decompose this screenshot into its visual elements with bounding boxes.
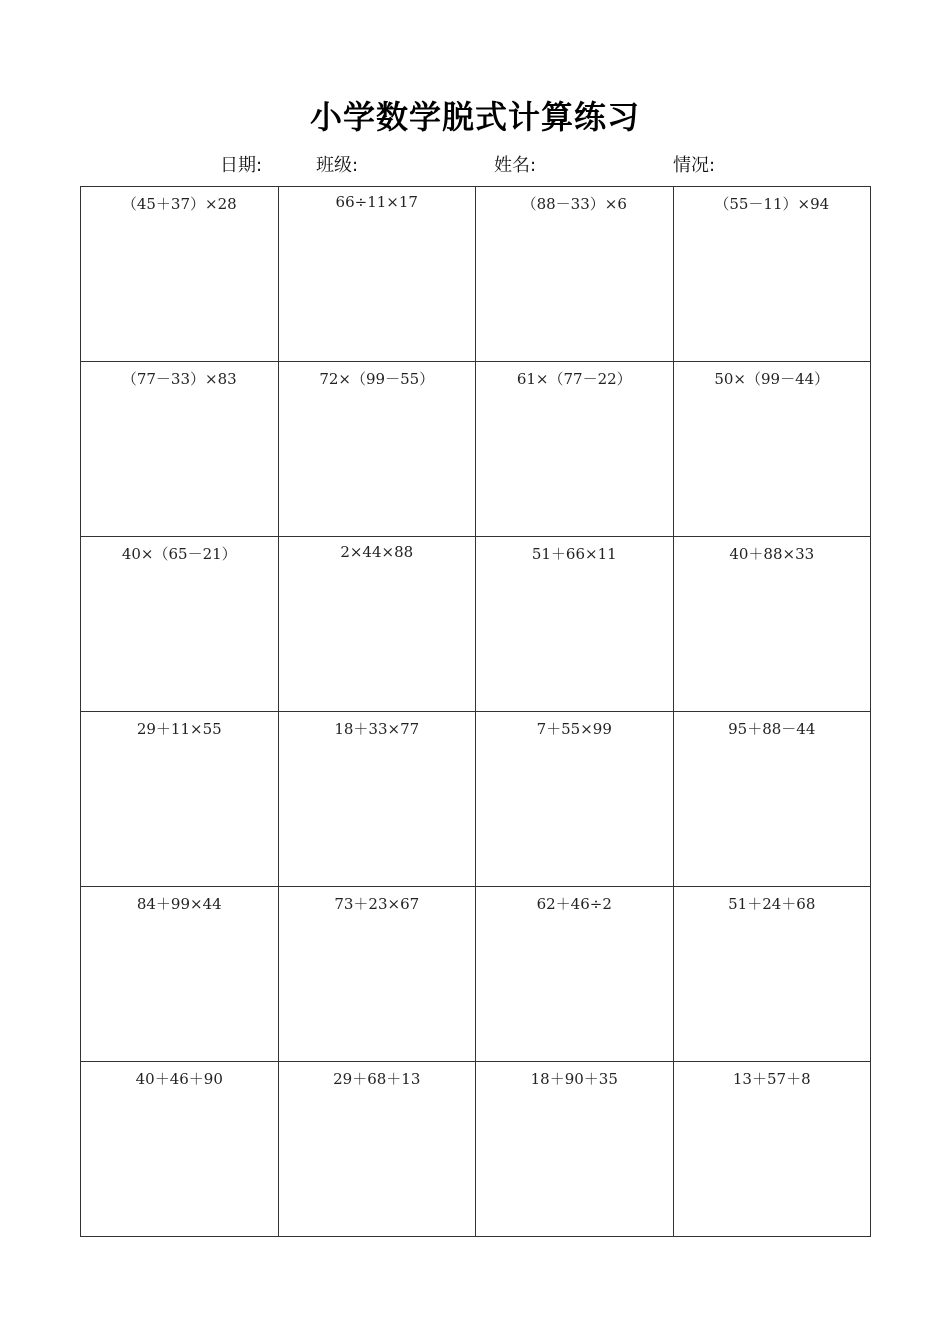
problem-row: [81, 887, 871, 1062]
problem-text: 40×（65－21）: [121, 545, 237, 563]
problem-text: 72×（99－55）: [319, 370, 435, 388]
problem-text: 66÷11×17: [335, 193, 418, 211]
worksheet-title: 小学数学脱式计算练习: [309, 98, 640, 136]
problem-grid: [80, 186, 871, 1237]
problem-text: 73＋23×67: [334, 895, 420, 913]
problem-cell[interactable]: [81, 537, 279, 712]
problem-row: [81, 712, 871, 887]
problem-cell[interactable]: [673, 887, 871, 1062]
problem-cell[interactable]: [476, 537, 674, 712]
problem-text: 29＋11×55: [136, 720, 222, 738]
problem-text: 62＋46÷2: [536, 895, 612, 913]
problem-text: 51＋66×11: [531, 545, 617, 563]
problem-cell[interactable]: [278, 1062, 476, 1237]
problem-row: [81, 1062, 871, 1237]
problem-text: 29＋68＋13: [333, 1070, 421, 1088]
problem-row: [81, 537, 871, 712]
problem-text: （88－33）×6: [521, 195, 627, 213]
problem-cell[interactable]: [81, 887, 279, 1062]
problem-cell[interactable]: [673, 1062, 871, 1237]
problem-cell[interactable]: [673, 362, 871, 537]
problem-text: 2×44×88: [340, 543, 414, 561]
problem-cell[interactable]: [278, 712, 476, 887]
problem-text: 18＋90＋35: [530, 1070, 618, 1088]
problem-cell[interactable]: [278, 187, 476, 362]
problem-text: 84＋99×44: [136, 895, 222, 913]
problem-text: （45＋37）×28: [121, 195, 237, 213]
problem-cell[interactable]: [673, 537, 871, 712]
problem-cell[interactable]: [476, 1062, 674, 1237]
problem-cell[interactable]: [476, 887, 674, 1062]
name-field-label: 姓名:: [494, 155, 537, 176]
problem-cell[interactable]: [476, 362, 674, 537]
problem-cell[interactable]: [81, 712, 279, 887]
class-field-label: 班级:: [316, 155, 359, 176]
problem-row: [81, 187, 871, 362]
problem-text: （77－33）×83: [121, 370, 237, 388]
problem-text: 13＋57＋8: [732, 1070, 811, 1088]
problem-cell[interactable]: [673, 187, 871, 362]
problem-cell[interactable]: [476, 187, 674, 362]
date-field-label: 日期:: [220, 155, 263, 176]
problem-text: 95＋88－44: [728, 720, 816, 738]
problem-cell[interactable]: [673, 712, 871, 887]
problem-cell[interactable]: [81, 187, 279, 362]
problem-text: 40＋88×33: [729, 545, 815, 563]
problem-text: 7＋55×99: [536, 720, 612, 738]
problem-text: 40＋46＋90: [135, 1070, 223, 1088]
problem-text: （55－11）×94: [714, 195, 830, 213]
problem-row: [81, 362, 871, 537]
problem-cell[interactable]: [81, 362, 279, 537]
problem-text: 50×（99－44）: [714, 370, 830, 388]
problem-text: 61×（77－22）: [516, 370, 632, 388]
problem-text: 51＋24＋68: [728, 895, 816, 913]
problem-cell[interactable]: [278, 887, 476, 1062]
problem-cell[interactable]: [278, 537, 476, 712]
problem-cell[interactable]: [81, 1062, 279, 1237]
problem-text: 18＋33×77: [334, 720, 420, 738]
status-field-label: 情况:: [673, 155, 716, 176]
problem-cell[interactable]: [476, 712, 674, 887]
problem-cell[interactable]: [278, 362, 476, 537]
